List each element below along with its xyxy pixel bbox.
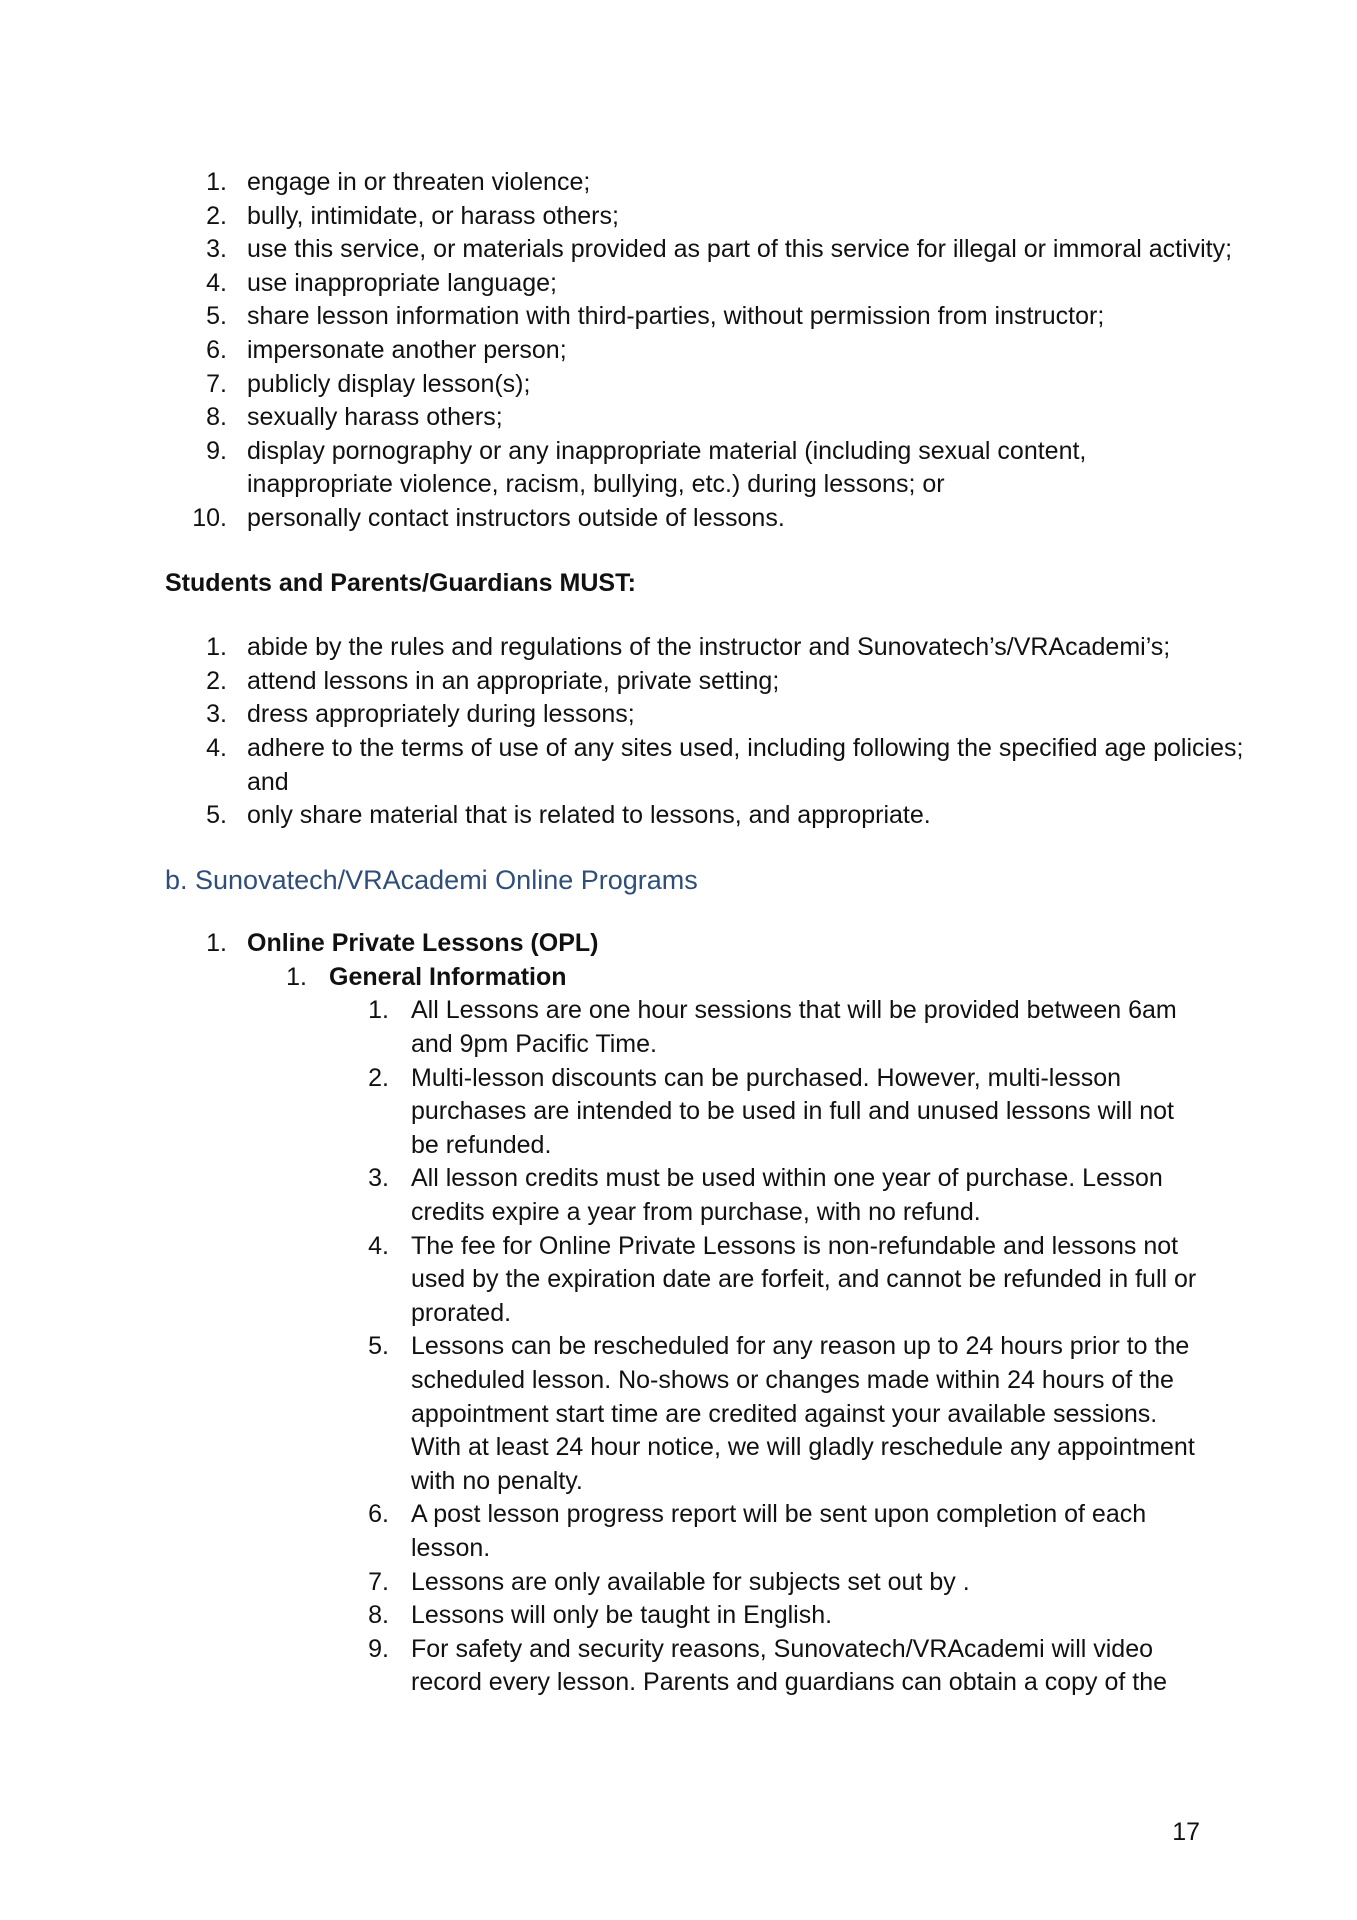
list-number: 1. xyxy=(206,929,227,958)
list-item xyxy=(165,334,1205,368)
list-item xyxy=(165,631,1205,665)
list-number: 9. xyxy=(206,436,227,465)
list-number: 5. xyxy=(206,302,227,331)
list-number: 6. xyxy=(368,1500,389,1529)
list-item xyxy=(329,1230,1205,1331)
list-number: 3. xyxy=(368,1164,389,1193)
list-item xyxy=(329,1162,1205,1229)
section-heading: b. Sunovatech/VRAcademi Online Programs xyxy=(165,864,698,895)
must-list xyxy=(165,631,1244,833)
list-item xyxy=(165,435,1207,502)
list-number: 2. xyxy=(206,201,227,230)
list-text: dress appropriately during lessons; xyxy=(247,700,635,729)
list-text: adhere to the terms of use of any sites used, including following the specified age policies; and xyxy=(247,733,1244,796)
list-number: 6. xyxy=(206,335,227,364)
list-number: 4. xyxy=(206,733,227,762)
list-item xyxy=(329,994,1205,1061)
list-number: 4. xyxy=(368,1231,389,1260)
list-text: only share material that is related to lessons, and appropriate. xyxy=(247,801,931,830)
list-item xyxy=(165,401,1205,435)
list-item xyxy=(329,1633,1205,1700)
list-text: The fee for Online Private Lessons is non-refundable and lessons not used by the expiration date are forfeit, and cannot be refunded in full or prorated. xyxy=(411,1231,1197,1327)
list-item xyxy=(329,1498,1205,1565)
list-item xyxy=(165,300,1205,334)
list-number: 5. xyxy=(206,801,227,830)
list-number: 1. xyxy=(206,168,227,196)
list-number: 7. xyxy=(368,1567,389,1596)
list-item xyxy=(165,698,1205,732)
list-number: 2. xyxy=(368,1063,389,1092)
list-item xyxy=(329,1330,1205,1498)
program-title: Online Private Lessons (OPL) xyxy=(247,929,599,958)
list-number: 3. xyxy=(206,700,227,729)
list-text: All lesson credits must be used within one year of purchase. Lesson credits expire a year from purchase, with no refund. xyxy=(411,1164,1163,1227)
must-heading: Students and Parents/Guardians MUST: xyxy=(165,568,636,597)
list-number: 1. xyxy=(206,633,227,662)
list-text: engage in or threaten violence; xyxy=(247,168,591,196)
list-text: attend lessons in an appropriate, private setting; xyxy=(247,666,780,695)
list-item xyxy=(165,166,1205,200)
list-item xyxy=(165,799,1205,833)
list-number: 10. xyxy=(192,503,227,532)
list-text: share lesson information with third-parties, without permission from instructor; xyxy=(247,302,1105,331)
list-number: 1. xyxy=(286,962,307,991)
list-item xyxy=(165,927,1205,1700)
list-number: 8. xyxy=(368,1601,389,1630)
list-number: 4. xyxy=(206,268,227,297)
list-number: 7. xyxy=(206,369,227,398)
programs-list xyxy=(165,927,1205,1700)
list-item xyxy=(165,665,1205,699)
list-text: Lessons can be rescheduled for any reason up to 24 hours prior to the scheduled lesson. No-shows or changes made within 24 hours of the appointment start time are credited against your available sessions. With at least 24 hour notice, we will gladly reschedule any appointment with no penalty. xyxy=(411,1332,1195,1495)
list-item xyxy=(247,961,1205,1700)
subsection-title: General Information xyxy=(329,962,567,991)
list-number: 2. xyxy=(206,666,227,695)
list-number: 8. xyxy=(206,403,227,432)
list-text: bully, intimidate, or harass others; xyxy=(247,201,619,230)
list-text: personally contact instructors outside of lessons. xyxy=(247,503,785,532)
list-item xyxy=(329,1062,1205,1163)
list-text: impersonate another person; xyxy=(247,335,567,364)
list-text: For safety and security reasons, Sunovatech/VRAcademi will video record every lesson. Parents and guardians can obtain a copy of the xyxy=(411,1634,1168,1697)
list-text: All Lessons are one hour sessions that will be provided between 6am and 9pm Pacific Time. xyxy=(411,996,1177,1059)
general-info-list xyxy=(329,994,1205,1699)
list-number: 3. xyxy=(206,235,227,264)
list-item xyxy=(165,368,1205,402)
list-text: display pornography or any inappropriate material (including sexual content, inappropriate violence, racism, bullying, etc.) during lessons; or xyxy=(247,436,1087,499)
list-number: 9. xyxy=(368,1634,389,1663)
list-item xyxy=(165,732,1247,799)
list-text: sexually harass others; xyxy=(247,403,503,432)
page-content xyxy=(165,166,1244,1700)
page-number: 17 xyxy=(1172,1818,1200,1846)
list-item xyxy=(165,502,1205,536)
list-text: abide by the rules and regulations of the instructor and Sunovatech’s/VRAcademi’s; xyxy=(247,633,1171,662)
program-sublist xyxy=(247,961,1205,1700)
list-item xyxy=(165,267,1205,301)
list-text: use inappropriate language; xyxy=(247,268,557,297)
list-number: 1. xyxy=(368,996,389,1025)
list-text: Lessons will only be taught in English. xyxy=(411,1601,833,1630)
list-number: 5. xyxy=(368,1332,389,1361)
list-text: publicly display lesson(s); xyxy=(247,369,531,398)
prohibited-conduct-list xyxy=(165,166,1233,536)
list-text: Multi-lesson discounts can be purchased. However, multi-lesson purchases are intended to be used in full and unused lessons will not be refunded. xyxy=(411,1063,1175,1159)
list-text: Lessons are only available for subjects set out by . xyxy=(411,1567,970,1596)
list-text: use this service, or materials provided as part of this service for illegal or immoral activity; xyxy=(247,235,1233,264)
list-item xyxy=(165,200,1205,234)
list-item xyxy=(329,1599,1205,1633)
list-item xyxy=(165,233,1247,267)
list-item xyxy=(329,1566,1205,1600)
list-text: A post lesson progress report will be sent upon completion of each lesson. xyxy=(411,1500,1147,1562)
